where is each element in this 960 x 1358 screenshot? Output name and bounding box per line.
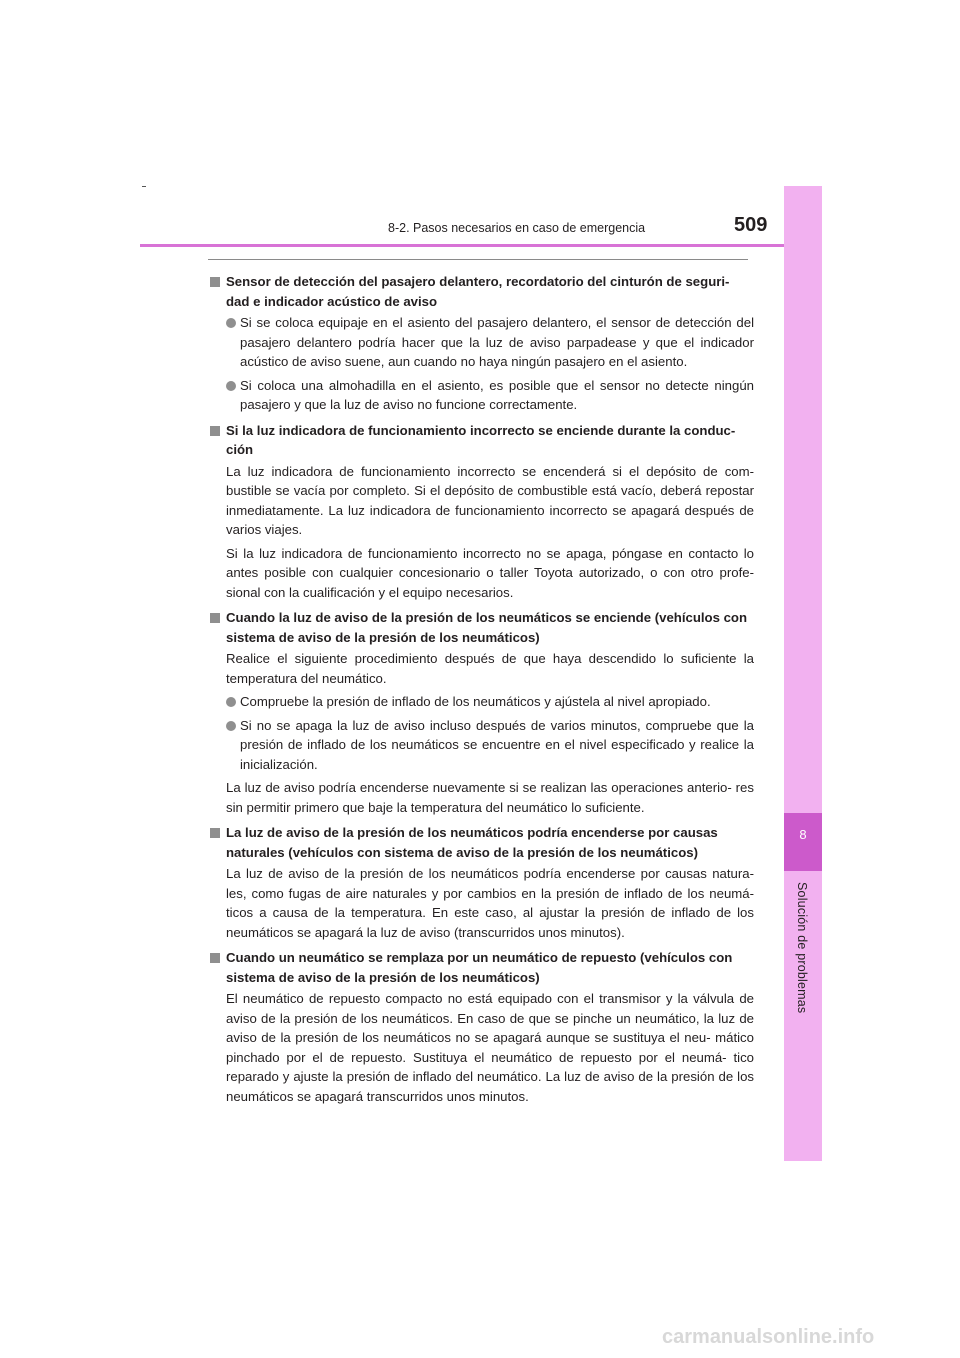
page-number: 509	[734, 214, 768, 236]
paragraph	[208, 649, 754, 688]
bullet-item	[208, 692, 754, 712]
bullet-text: Compruebe la presión de inflado de los neumáticos y ajústela al nivel apropiado.	[240, 694, 711, 709]
section-heading	[208, 608, 754, 647]
paragraph-text: La luz indicadora de funcionamiento incorrecto se encenderá si el depósito de com- bustible se vacía por completo. Si el depósito de combustible está vacío, deberá repostar inmediatamente. La luz indicadora de funcionamiento incorrecto se apagará después de varios viajes.	[226, 463, 754, 537]
bullet-dot-icon	[226, 381, 236, 391]
bullet-text: Si no se apaga la luz de aviso incluso después de varios minutos, compruebe que la presión de inflado de los neumáticos se encuentre en el nivel especificado y realice la inicialización.	[240, 717, 754, 772]
side-tab-chapter-title: Solución de problemas	[795, 882, 809, 1014]
content-body	[208, 268, 754, 1106]
section-heading	[208, 272, 754, 311]
bullet-dot-icon	[226, 697, 236, 707]
bullet-item	[208, 376, 754, 415]
paragraph	[208, 778, 754, 817]
bullet-item	[208, 313, 754, 372]
paragraph-text: Realice el siguiente procedimiento después de que haya descendido lo suficiente la temperatura del neumático.	[226, 651, 754, 686]
section-heading	[208, 823, 754, 862]
bullet-dot-icon	[226, 318, 236, 328]
bullet-item	[208, 716, 754, 775]
paragraph-text: Si la luz indicadora de funcionamiento incorrecto no se apaga, póngase en contacto lo antes posible con cualquier concesionario o taller Toyota autorizado, o con otro profe- sional con la cualificación y el equipo necesarios.	[226, 545, 754, 600]
side-tab-chapter-number: 8	[799, 827, 807, 842]
side-tab-chapter-block	[784, 813, 822, 871]
header-section-title: 8-2. Pasos necesarios en caso de emergencia	[388, 221, 646, 235]
section-heading-text: Si la luz indicadora de funcionamiento incorrecto se enciende durante la conduc- ción	[226, 422, 736, 457]
side-tab-strip	[784, 186, 822, 1161]
section-heading	[208, 421, 754, 460]
watermark: carmanualsonline.info	[662, 1326, 875, 1348]
section-heading	[208, 948, 754, 987]
square-marker-icon	[210, 953, 220, 963]
paragraph	[208, 989, 754, 1106]
stray-mark	[142, 186, 146, 187]
paragraph	[208, 864, 754, 942]
paragraph-text: La luz de aviso de la presión de los neumáticos podría encenderse por causas natura- les, como fugas de aire naturales y por cambios en la presión de inflado de los neumá- ticos a causa de la temperatura. En este caso, al ajustar la presión de inflado de los neumáticos se apagará la luz de aviso (transcurridos unos minutos).	[226, 866, 754, 940]
paragraph	[208, 462, 754, 540]
section-heading-text: Cuando la luz de aviso de la presión de los neumáticos se enciende (vehículos con sistema de aviso de la presión de los neumáticos)	[226, 610, 748, 645]
paragraph	[208, 544, 754, 603]
square-marker-icon	[210, 613, 220, 623]
square-marker-icon	[210, 277, 220, 287]
bullet-dot-icon	[226, 721, 236, 731]
paragraph-text: La luz de aviso podría encenderse nuevamente si se realizan las operaciones anterio- res sin permitir primero que baje la temperatura del neumático lo suficiente.	[226, 780, 754, 815]
square-marker-icon	[210, 828, 220, 838]
header-divider	[140, 244, 821, 247]
bullet-text: Si coloca una almohadilla en el asiento, es posible que el sensor no detecte ningún pasajero y que la luz de aviso no funcione correctamente.	[240, 377, 754, 412]
section-heading-text: Sensor de detección del pasajero delantero, recordatorio del cinturón de seguri- dad e indicador acústico de aviso	[226, 274, 730, 309]
paragraph-text: El neumático de repuesto compacto no está equipado con el transmisor y la válvula de aviso de la presión de los neumáticos. En caso de que se pinche un neumático, la luz de aviso de la presión de los neumáticos no se apagará aunque se sustituya el neu- mático pinchado por el de repuesto. Sustituya el neumático de repuesto por el neumá- tico reparado y ajuste la presión de inflado del neumático. La luz de aviso de la presión de los neumáticos se apagará transcurridos unos minutos.	[226, 991, 754, 1104]
square-marker-icon	[210, 426, 220, 436]
section-heading-text: Cuando un neumático se remplaza por un neumático de repuesto (vehículos con sistema de aviso de la presión de los neumáticos)	[226, 950, 733, 985]
section-heading-text: La luz de aviso de la presión de los neumáticos podría encenderse por causas naturales (vehículos con sistema de aviso de la presión de los neumáticos)	[226, 825, 718, 860]
content-top-rule	[208, 259, 748, 260]
bullet-text: Si se coloca equipaje en el asiento del pasajero delantero, el sensor de detección del pasajero delantero podría hacer que la luz de aviso parpadease y que el indicador acústico de aviso suene, aun cuando no haya ningún pasajero en el asiento.	[240, 315, 754, 369]
